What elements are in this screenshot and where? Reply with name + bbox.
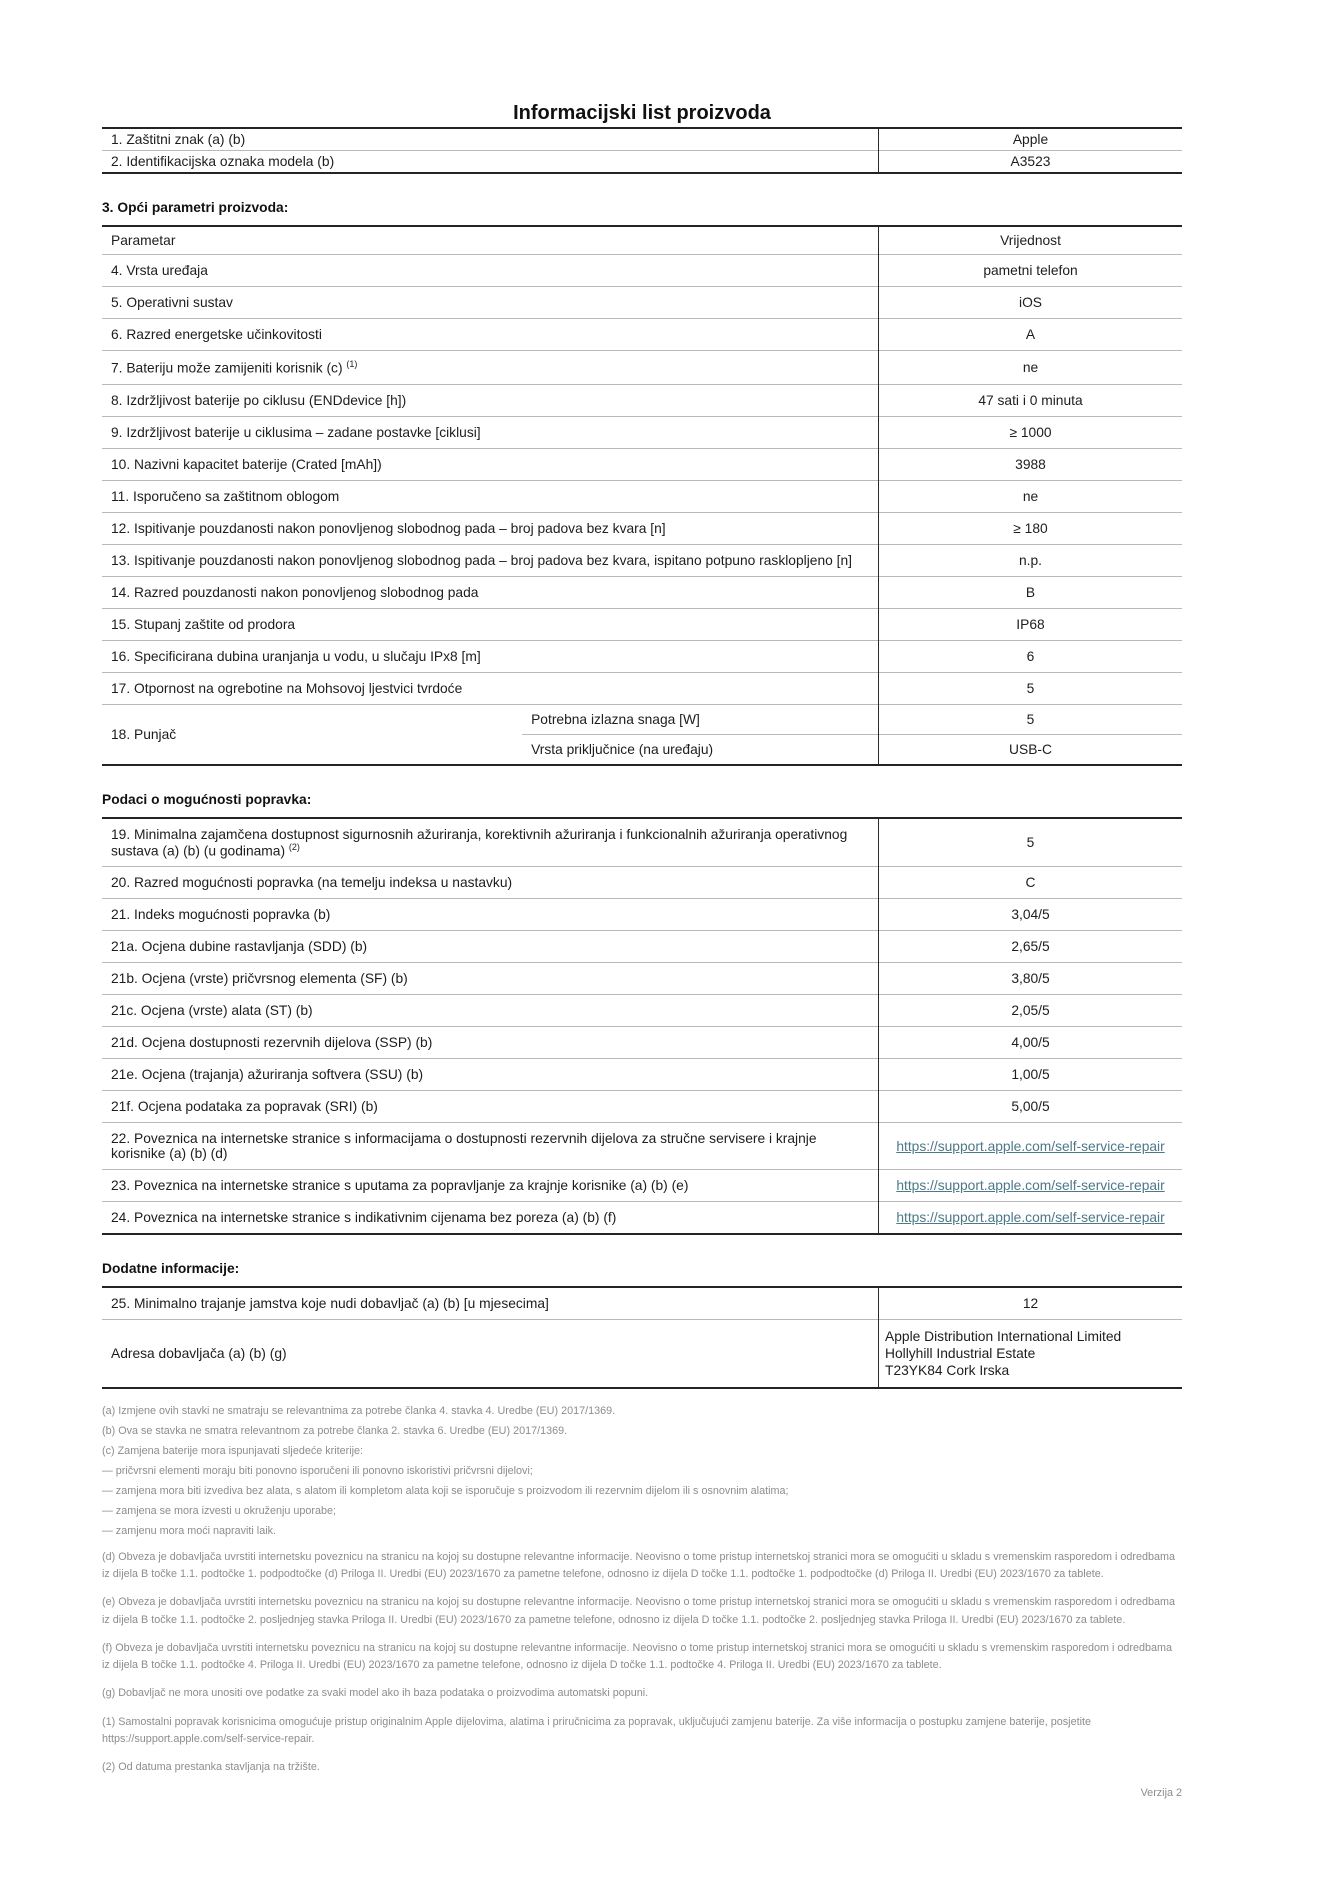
table-row [102,448,1182,480]
row-label: 15. Stupanj zaštite od prodora [102,608,879,640]
row-value: 5 [879,672,1183,704]
row-value: ne [879,351,1183,385]
row-label: 7. Bateriju može zamijeniti korisnik (c) $^{(1)}$ [102,351,879,385]
table-row [102,287,1182,319]
row-value: USB-C [879,734,1183,765]
row-value: 3,04/5 [879,899,1182,931]
table-row [102,319,1182,351]
row-label: 23. Poveznica na internetske stranice s uputama za popravljanje za krajnje korisnike (a) (b) (e) [102,1170,879,1202]
row-value: IP68 [879,608,1183,640]
row-label: 22. Poveznica na internetske stranice s informacijama o dostupnosti rezervnih dijelova za stručne servisere i krajnje korisnike (a) (b) (d) [102,1123,879,1170]
row-value: A [879,319,1183,351]
row-value: 3,80/5 [879,963,1182,995]
row-label: 24. Poveznica na internetske stranice s indikativnim cijenama bez poreza (a) (b) (f) [102,1202,879,1235]
spare-parts-availability-link[interactable]: https://support.apple.com/self-service-repair [896,1138,1165,1154]
footnote-c-criterion: — zamjena mora biti izvediva bez alata, s alatom ili kompletom alata koji se isporučuje s proizvodom ili rezervnim dijelom ili s osnovnim alatima; [102,1485,789,1497]
row-value: B [879,576,1183,608]
row-value [879,1170,1182,1202]
footnote-c: (c) Zamjena baterije mora ispunjavati sljedeće kriterije: [102,1445,364,1458]
table-row [102,384,1182,416]
row-value: 2,05/5 [879,995,1182,1027]
additional-information-table [102,1286,1182,1389]
footnote-1: (1) Samostalni popravak korisnicima omogućuje pristup originalnim Apple dijelovima, alatima i priručnicima za popravak, uključujući zamjenu baterije. Za više informacija o postupku zamjene baterije, posjetite https://support.apple.com/self-service-repair. [102,1715,1091,1745]
row-label: 21f. Ocjena podataka za popravak (SRI) (b) [102,1091,879,1123]
table-row [102,151,1182,174]
row-value: pametni telefon [879,255,1183,287]
table-row [102,1091,1182,1123]
identification-table [102,127,1182,174]
supplier-address-line: T23YK84 Cork Irska [885,1363,1010,1379]
footnote-ref-2: (2) [288,841,300,852]
row-label: 17. Otpornost na ogrebotine na Mohsovoj ljestvici tvrdoće [102,672,879,704]
row-label: 14. Razred pouzdanosti nakon ponovljenog slobodnog pada [102,576,879,608]
table-row [102,1123,1182,1170]
table-row [102,867,1182,899]
row-label: 12. Ispitivanje pouzdanosti nakon ponovljenog slobodnog pada – broj padova bez kvara [n] [102,512,879,544]
table-row [102,1287,1182,1320]
table-row [102,608,1182,640]
row-label: 21c. Ocjena (vrste) alata (ST) (b) [102,995,879,1027]
section-heading-repair: Podaci o mogućnosti popravka: [102,791,312,807]
table-row [102,576,1182,608]
row-value: 6 [879,640,1183,672]
table-header-row [102,226,1182,255]
row-label: 16. Specificirana dubina uranjanja u vodu, u slučaju IPx8 [m] [102,640,879,672]
table-row [102,1027,1182,1059]
table-row [102,128,1182,151]
table-row [102,1202,1182,1235]
row-value: Apple [879,128,1182,151]
table-row [102,416,1182,448]
charger-row [102,704,1182,734]
table-row [102,255,1182,287]
row-label: 20. Razred mogućnosti popravka (na temelju indeksa u nastavku) [102,867,879,899]
table-row [102,544,1182,576]
row-value: ne [879,480,1183,512]
section-heading-general: 3. Opći parametri proizvoda: [102,200,289,215]
row-value: 47 sati i 0 minuta [879,384,1183,416]
table-row [102,995,1182,1027]
footnotes [102,1405,1182,1776]
table-row [102,512,1182,544]
footnote-d: (d) Obveza je dobavljača uvrstiti internetsku poveznicu na stranicu na kojoj su dostupne relevantne informacije. Neovisno o tome pristup internetskoj stranici mora se omogućiti u skladu s vremenskim rasporedom i odredbama iz dijela B točke 1.1. podtočke 1. podpodtočke (d) Priloga II. Uredbi (EU) 2023/1670 za pametne telefone, odnosno iz dijela D točke 1.1. podtočke 1. podpodtočke (d) Priloga II. Uredbi (EU) 2023/1670 za tablete. [102,1550,1176,1581]
supplier-address [879,1320,1182,1389]
row-label: 21e. Ocjena (trajanja) ažuriranja softvera (SSU) (b) [102,1059,879,1091]
footnote-ref-1: (1) [346,359,358,369]
repair-instructions-link[interactable]: https://support.apple.com/self-service-repair [896,1178,1165,1194]
row-value: A3523 [879,151,1182,174]
table-row [102,1059,1182,1091]
row-value: C [879,867,1182,899]
table-row [102,963,1182,995]
row-label: 10. Nazivni kapacitet baterije (Crated [mAh]) [102,448,879,480]
row-label: 19. Minimalna zajamčena dostupnost sigurnosnih ažuriranja, korektivnih ažuriranja i funkcionalnih ažuriranja operativnog sustava (a) (b) (u godinama) $^{(2)}$ [111,826,848,859]
row-value: 4,00/5 [879,1027,1182,1059]
row-label: 4. Vrsta uređaja [102,255,879,287]
column-header-parametar: Parametar [111,233,176,248]
row-label: 5. Operativni sustav [102,287,879,319]
table-row [102,1170,1182,1202]
row-value: 1,00/5 [879,1059,1182,1091]
supplier-address-row [102,1320,1182,1389]
indicative-prices-link[interactable]: https://support.apple.com/self-service-repair [896,1210,1165,1226]
row-value: iOS [879,287,1183,319]
row-label: 8. Izdržljivost baterije po ciklusu (ENDdevice [h]) [102,384,879,416]
table-row [102,640,1182,672]
row-label: 21b. Ocjena (vrste) pričvrsnog elementa (SF) (b) [102,963,879,995]
row-label: 25. Minimalno trajanje jamstva koje nudi dobavljač (a) (b) [u mjesecima] [111,1296,549,1312]
footnote-g: (g) Dobavljač ne mora unositi ove podatke za svaki model ako ih baza podataka o proizvodima automatski popuni. [102,1687,649,1700]
supplier-address-line: Hollyhill Industrial Estate [885,1346,1036,1362]
row-value: 5 [879,704,1183,734]
table-row [102,899,1182,931]
table-row [102,931,1182,963]
row-label: 13. Ispitivanje pouzdanosti nakon ponovljenog slobodnog pada – broj padova bez kvara, ispitano potpuno rasklopljeno [n] [102,544,879,576]
row-label: Adresa dobavljača (a) (b) (g) [102,1320,879,1389]
row-value: 5 [879,818,1182,867]
row-value: 2,65/5 [879,931,1182,963]
row-value [879,1123,1182,1170]
product-information-sheet [102,0,1182,1799]
charger-sub-label: Potrebna izlazna snaga [W] [522,704,878,734]
row-label: 1. Zaštitni znak (a) (b) [111,132,246,147]
table-row [102,672,1182,704]
row-label: 21d. Ocjena dostupnosti rezervnih dijelova (SSP) (b) [102,1027,879,1059]
row-value: ≥ 180 [879,512,1183,544]
row-label: 11. Isporučeno sa zaštitnom oblogom [102,480,879,512]
footnote-c-criterion: — pričvrsni elementi moraju biti ponovno isporučeni ili ponovno iskoristivi pričvrsni dijelovi; [102,1465,533,1478]
row-label: 21. Indeks mogućnosti popravka (b) [102,899,879,931]
row-value: n.p. [879,544,1183,576]
row-label: 21a. Ocjena dubine rastavljanja (SDD) (b) [102,931,879,963]
general-parameters-table [102,225,1182,766]
page-title: Informacijski list proizvoda [513,102,771,124]
repairability-table [102,817,1182,1236]
footnote-e: (e) Obveza je dobavljača uvrstiti internetsku poveznicu na stranicu na kojoj su dostupne relevantne informacije. Neovisno o tome pristup internetskoj stranici mora se omogućiti u skladu s vremenskim rasporedom i odredbama iz dijela B točke 1.1. podtočke 2. posljednjeg stavka Priloga II. Uredbi (EU) 2023/1670 za pametne telefone, odnosno iz dijela D točke 1.1. podtočke 2. posljednjeg stavka Priloga II. Uredbi (EU) 2023/1670 za tablete. [102,1596,1176,1626]
footnote-b: (b) Ova se stavka ne smatra relevantnom za potrebe članka 2. stavka 6. Uredbe (EU) 2017/1369. [102,1425,568,1438]
row-value [879,1202,1182,1235]
footnote-2: (2) Od datuma prestanka stavljanja na tržište. [102,1761,320,1774]
table-row [102,818,1182,867]
section-heading-additional: Dodatne informacije: [102,1261,240,1277]
row-value: 12 [879,1287,1182,1320]
row-label: 18. Punjač [102,704,522,765]
charger-sub-label: Vrsta priključnice (na uređaju) [522,734,878,765]
column-header-vrijednost: Vrijednost [879,226,1183,255]
row-value: 3988 [879,448,1183,480]
footnote-c-criterion: — zamjenu mora moći napraviti laik. [102,1524,277,1537]
footnote-f: (f) Obveza je dobavljača uvrstiti internetsku poveznicu na stranicu na kojoj su dostupne relevantne informacije. Neovisno o tome pristup internetskoj stranici mora se omogućiti u skladu s vremenskim rasporedom i odredbama iz dijela B točke 1.1. podtočke 4. Priloga II. Uredbi (EU) 2023/1670 za pametne telefone, odnosno iz dijela D točke 1.1. podtočke 4. Priloga II. Uredbi (EU) 2023/1670 za tablete. [102,1641,1173,1672]
table-row [102,351,1182,385]
row-value: 5,00/5 [879,1091,1182,1123]
supplier-address-line: Apple Distribution International Limited [885,1329,1122,1345]
row-label: 2. Identifikacijska oznaka modela (b) [102,151,879,174]
footnote-a: (a) Izmjene ovih stavki ne smatraju se relevantnima za potrebe članka 4. stavka 4. Uredbe (EU) 2017/1369. [102,1405,616,1418]
footnote-c-criterion: — zamjena se mora izvesti u okruženju uporabe; [102,1504,337,1517]
row-label: 9. Izdržljivost baterije u ciklusima – zadane postavke [ciklusi] [102,416,879,448]
row-value: ≥ 1000 [879,416,1183,448]
row-label: 6. Razred energetske učinkovitosti [102,319,879,351]
version-label: Verzija 2 [1140,1786,1182,1799]
table-row [102,480,1182,512]
